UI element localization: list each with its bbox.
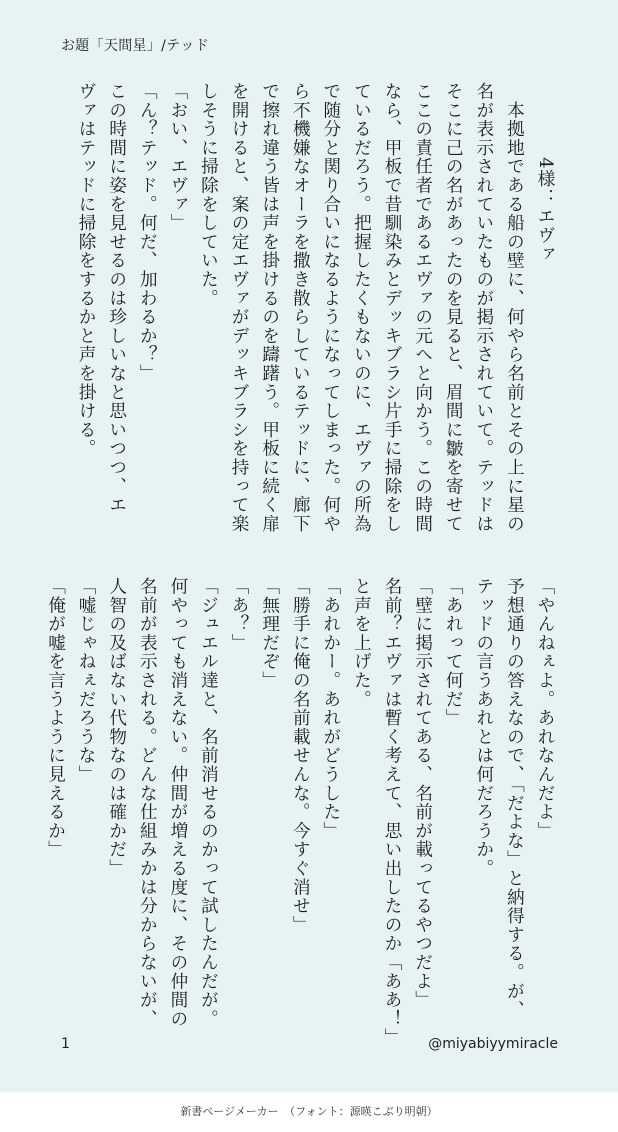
upper-text-line: で擦れ違う皆は声を掛けるのを躊躇う。甲板に続く扉 [259,82,280,534]
upper-text-line: ら不機嫌なオーラを撒き散らしているテッドに、廊下 [290,82,311,534]
author-handle: @miyabiyymiracle [428,1036,558,1052]
lower-text-line: 予想通りの答えなので、「だよな」と納得する。が、 [504,577,525,1020]
lower-text-line: 「ジュエル達と、名前消せるのかって試したんだが。 [198,577,219,1029]
upper-text-line: 「おい、エヴァ」 [167,82,188,233]
lower-text-line: 「俺が嘘を言うように見えるか」 [45,577,66,859]
upper-text-line: 名が表示されていたものが掲示されていて。テッドは [473,82,494,534]
upper-text-line: ているだろう。把握したくもないのに、エヴァの所為 [351,82,372,534]
upper-text-line: 本拠地である船の壁に、何やら名前とその上に星の [504,82,525,534]
lower-text-line: 「あれって何だ」 [443,577,464,728]
lower-text-line: 「やんねぇよ。あれなんだよ」 [535,577,555,841]
lower-text-line: と声を上げた。 [351,577,372,709]
upper-text-line: 「ん？テッド。何だ、加わるか？」 [137,82,158,383]
upper-text-line: そこに己の名があったのを見ると、眉間に皺を寄せて [443,82,464,534]
lower-text-line: 「あ？」 [229,577,250,653]
generator-credit: 新書ページメーカー （フォント：源暎こぶり明朝） [180,1105,438,1118]
lower-text-line: 「壁に掲示されてある、名前が載ってるやつだよ」 [412,577,433,1010]
lower-text-line: 名前？エヴァは暫く考えて、思い出したのか「ああ！」 [382,577,403,1047]
upper-text-line: ここの責任者であるエヴァの元へと向かう。この時間 [412,82,433,534]
upper-text-line: 4様：エヴァ [535,82,555,264]
upper-text-block [71,82,561,534]
lower-text-line: 名前が表示される。どんな仕組みかは分からないが、 [137,577,158,1029]
lower-text-line: 「勝手に俺の名前載せんな。今すぐ消せ」 [290,577,311,935]
lower-text-line: 「無理だぞ」 [259,577,280,690]
upper-text-line: この時間に姿を見せるのは珍しいなと思いつつ、エ [106,82,127,515]
lower-text-line: 何やっても消えない。仲間が増える度に、その仲間の [167,577,188,1029]
lower-text-line: テッドの言うあれとは何だろうか。 [473,577,494,878]
page-header-title: お題「天間星」/テッド [61,38,210,54]
page-number: 1 [61,1036,70,1052]
upper-text-line: しそうに掃除をしていた。 [198,82,219,308]
upper-text-line: で随分と関り合いになるようになってしまった。何や [320,82,341,534]
upper-text-line: を開けると、案の定エヴァがデッキブラシを持って楽 [229,82,250,534]
lower-text-line: 「嘘じゃねぇだろうな」 [76,577,97,784]
upper-text-line: なら、甲板で昔馴染みとデッキブラシ片手に掃除をし [382,82,403,534]
upper-text-line: ヴァはテッドに掃除をするかと声を掛ける。 [76,82,97,458]
lower-text-line: 「あれかー。あれがどうした」 [320,577,341,841]
lower-text-line: 人智の及ばない代物なのは確かだ」 [106,577,127,878]
